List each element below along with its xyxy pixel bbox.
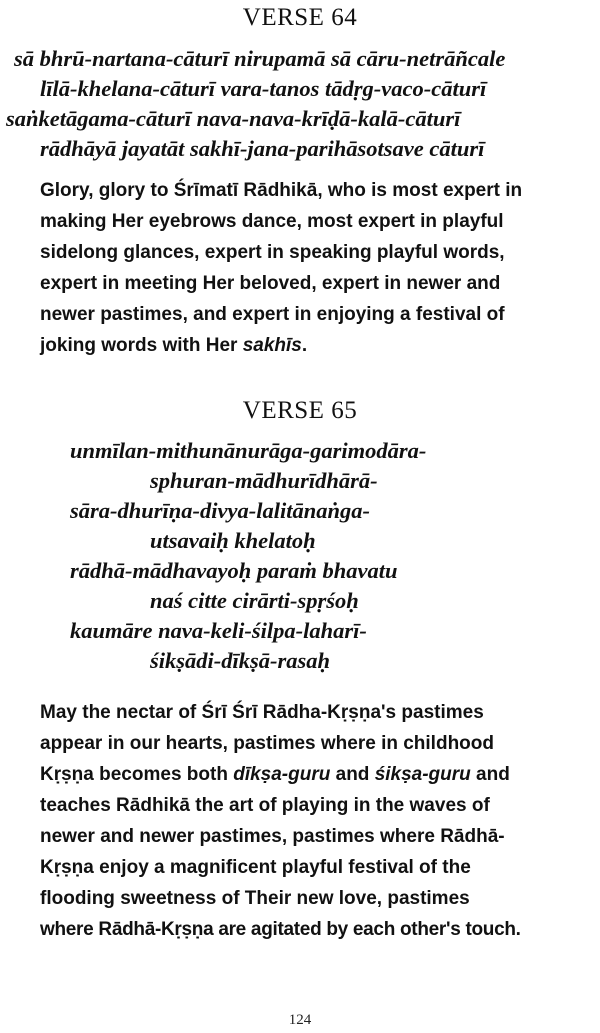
translation-line: teaches Rādhikā the art of playing in the waves of bbox=[40, 795, 490, 816]
translation-line bbox=[40, 764, 510, 786]
translation-line: appear in our hearts, pastimes where in childhood bbox=[40, 733, 494, 754]
translation-line: newer pastimes, and expert in enjoying a festival of bbox=[40, 304, 505, 325]
sanskrit-line: līlā-khelana-cāturī vara-tanos tādṛg-vaco-cāturī bbox=[40, 76, 487, 101]
sanskrit-line: naś citte cirārti-spṛśoḥ bbox=[150, 588, 359, 613]
translation-line: where Rādhā-Kṛṣṇa are agitated by each other's touch. bbox=[40, 919, 521, 940]
verse-64-translation bbox=[40, 180, 562, 370]
sanskrit-line: unmīlan-mithunānurāga-garimodāra- bbox=[70, 438, 427, 463]
italic-term: śikṣa-guru bbox=[374, 764, 471, 785]
verse-64-sanskrit bbox=[0, 46, 600, 176]
translation-line: expert in meeting Her beloved, expert in newer and bbox=[40, 273, 501, 294]
translation-line: flooding sweetness of Their new love, pastimes bbox=[40, 888, 470, 909]
sanskrit-line: rādhā-mādhavayoḥ paraṁ bhavatu bbox=[70, 558, 398, 583]
verse-65-translation bbox=[40, 702, 562, 952]
translation-line: Glory, glory to Śrīmatī Rādhikā, who is most expert in bbox=[40, 180, 523, 201]
translation-line: Kṛṣṇa enjoy a magnificent playful festival of the bbox=[40, 857, 471, 878]
verse-65-heading: VERSE 65 bbox=[242, 397, 358, 424]
sanskrit-line: kaumāre nava-keli-śilpa-laharī- bbox=[70, 618, 367, 643]
sanskrit-line: rādhāyā jayatāt sakhī-jana-parihāsotsave cāturī bbox=[40, 136, 485, 161]
sanskrit-line: sāra-dhurīṇa-divya-lalitānaṅga- bbox=[70, 498, 371, 523]
translation-text: Kṛṣṇa becomes both bbox=[40, 764, 234, 785]
sanskrit-line: sā bhrū-nartana-cāturī nirupamā sā cāru-netrāñcale bbox=[14, 46, 506, 71]
verse-65-sanskrit bbox=[0, 438, 600, 688]
translation-text: and bbox=[330, 764, 375, 785]
translation-line: sidelong glances, expert in speaking playful words, bbox=[40, 242, 505, 263]
translation-line: May the nectar of Śrī Śrī Rādha-Kṛṣṇa's pastimes bbox=[40, 702, 484, 723]
translation-text: joking words with Her bbox=[40, 335, 243, 356]
verse-64-heading: VERSE 64 bbox=[242, 4, 358, 31]
sanskrit-line: śikṣādi-dīkṣā-rasaḥ bbox=[150, 648, 331, 673]
sanskrit-line: saṅketāgama-cāturī nava-nava-krīḍā-kalā-cāturī bbox=[6, 106, 461, 131]
sanskrit-line: sphuran-mādhurīdhārā- bbox=[150, 468, 378, 493]
page-number: 124 bbox=[288, 1012, 312, 1028]
translation-line: making Her eyebrows dance, most expert in playful bbox=[40, 211, 504, 232]
translation-line: newer and newer pastimes, pastimes where Rādhā- bbox=[40, 826, 505, 847]
italic-term: dīkṣa-guru bbox=[233, 764, 331, 785]
translation-text: and bbox=[470, 764, 510, 785]
sanskrit-line: utsavaiḥ khelatoḥ bbox=[150, 528, 316, 553]
translation-text: . bbox=[301, 335, 308, 356]
translation-line bbox=[40, 335, 307, 357]
italic-term: sakhīs bbox=[242, 335, 302, 356]
